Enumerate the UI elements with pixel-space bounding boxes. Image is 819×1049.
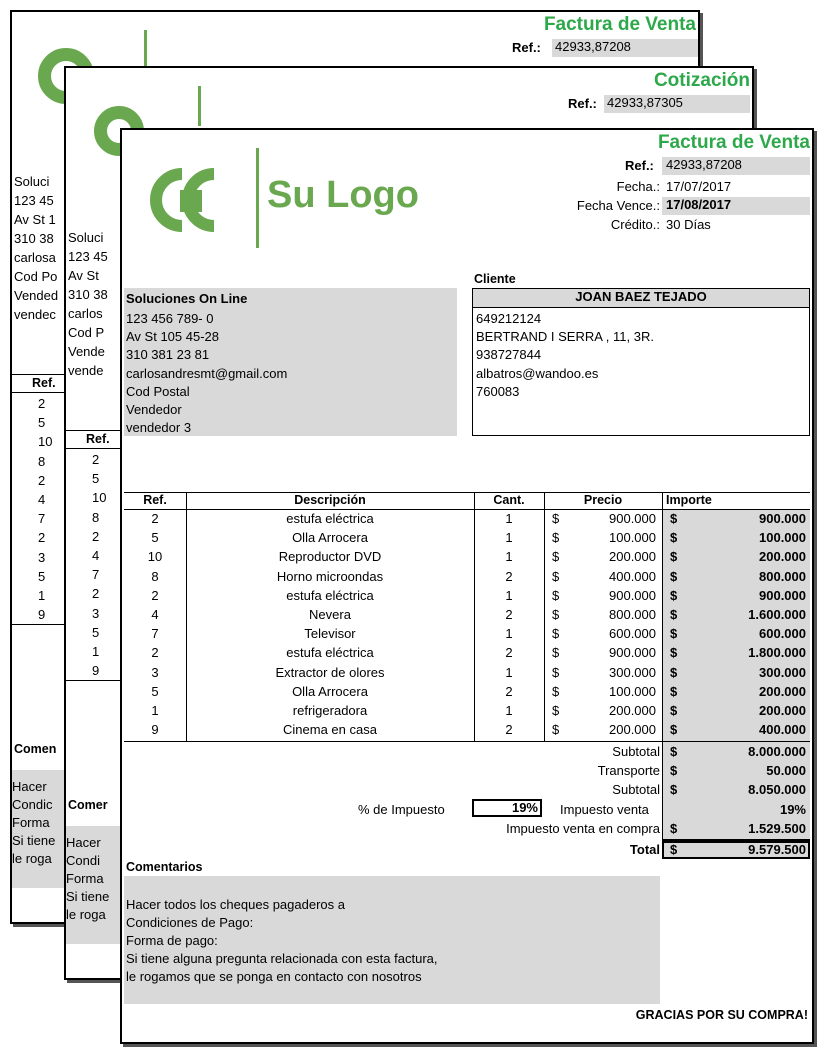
- back2-comment-line: le roga: [66, 907, 106, 922]
- row-amount-currency: $: [670, 568, 678, 584]
- row-desc: estufa eléctrica: [286, 645, 374, 661]
- back1-company-line: Soluci: [14, 174, 50, 189]
- back1-comments-label: Comen: [14, 742, 57, 756]
- back1-ref-cell: 10: [38, 434, 53, 450]
- back1-company-line: Av St 1: [14, 212, 56, 227]
- row-qty: 1: [505, 664, 513, 680]
- subtotal1-currency: $: [670, 744, 678, 759]
- row-price-currency: $: [552, 530, 560, 546]
- back2-title: Cotización: [653, 70, 750, 91]
- back2-company-line: Vende: [68, 344, 105, 359]
- vence-label: Fecha Vence.:: [576, 198, 660, 213]
- row-amount: 1.600.000: [748, 607, 806, 622]
- row-qty: 2: [505, 568, 513, 584]
- back1-ref-cell: 5: [38, 415, 46, 431]
- row-amount: 300.000: [759, 664, 806, 680]
- company-line: carlosandresmt@gmail.com: [126, 365, 288, 381]
- client-block: [472, 288, 810, 436]
- back2-ref-value: 42933,87305: [604, 95, 750, 113]
- back2-ref-cell: 9: [92, 663, 100, 679]
- row-price-currency: $: [552, 722, 560, 738]
- table-row: [124, 511, 810, 530]
- row-price: 200.000: [609, 722, 656, 738]
- back2-company-line-list: [68, 228, 108, 380]
- row-ref: 3: [151, 664, 159, 680]
- company-line: 310 381 23 81: [126, 347, 210, 363]
- header-qty: Cant.: [493, 493, 525, 507]
- subtotal2-value: 8.050.000: [748, 782, 806, 797]
- table-row: [124, 703, 810, 722]
- row-amount: 100.000: [759, 530, 806, 546]
- back2-ref-cell: 1: [92, 644, 100, 660]
- client-line: 760083: [476, 383, 520, 399]
- comment-line-list: [126, 896, 438, 986]
- row-amount-currency: $: [670, 703, 678, 718]
- row-price-currency: $: [552, 645, 560, 661]
- logo-text: Su Logo: [267, 174, 419, 216]
- row-ref: 8: [151, 568, 159, 584]
- client-name: JOAN BAEZ TEJADO: [473, 289, 809, 308]
- row-desc: Extractor de olores: [275, 664, 385, 680]
- row-qty: 2: [505, 645, 513, 661]
- row-desc: Horno microondas: [276, 568, 384, 584]
- back1-company-line: Vended: [14, 288, 59, 303]
- back1-ref-cell: 3: [38, 549, 46, 565]
- back2-company-line: 310 38: [68, 287, 108, 302]
- credito-value: 30 Días: [666, 217, 711, 232]
- row-ref: 5: [151, 530, 159, 546]
- transporte-currency: $: [670, 763, 678, 778]
- comment-line: Hacer todos los cheques pagaderos a: [126, 897, 345, 912]
- row-desc: estufa eléctrica: [286, 511, 374, 526]
- back2-comment-line-list: [66, 826, 122, 944]
- back1-comment-line: Si tiene: [12, 833, 56, 848]
- row-price: 100.000: [609, 683, 656, 699]
- row-amount: 800.000: [759, 568, 806, 584]
- row-amount: 900.000: [759, 587, 806, 603]
- client-label: Cliente: [474, 272, 516, 286]
- comment-line: Forma de pago:: [126, 933, 218, 948]
- row-qty: 1: [505, 703, 513, 718]
- row-price-currency: $: [552, 549, 560, 565]
- row-desc: Reproductor DVD: [278, 549, 382, 565]
- total-value: 9.579.500: [748, 842, 806, 857]
- thanks-message: GRACIAS POR SU COMPRA!: [635, 1008, 808, 1022]
- table-row: [124, 665, 810, 684]
- row-desc: estufa eléctrica: [286, 587, 374, 603]
- back2-ref-header: Ref.: [86, 432, 110, 446]
- back1-ref-cell: 5: [38, 568, 46, 584]
- fecha-value: 17/07/2017: [666, 179, 732, 194]
- row-ref: 7: [151, 626, 159, 642]
- row-price: 900.000: [609, 645, 656, 661]
- back1-comment-line: Hacer: [12, 779, 47, 794]
- back2-comment-line: Si tiene: [66, 889, 110, 904]
- back2-ref-cell: 2: [92, 528, 100, 544]
- row-amount: 400.000: [759, 722, 806, 738]
- table-row: [124, 645, 810, 664]
- header-amount: Importe: [666, 493, 712, 507]
- row-amount-currency: $: [670, 626, 678, 642]
- company-line: Av St 105 45-28: [126, 329, 219, 345]
- back1-company-line: 123 45: [14, 193, 54, 208]
- tax-value: 19%: [779, 802, 806, 817]
- back1-ref-cell: 7: [38, 511, 46, 527]
- row-price: 100.000: [609, 530, 656, 546]
- back1-company-line-list: [14, 172, 58, 324]
- row-price: 200.000: [609, 703, 656, 718]
- row-amount-currency: $: [670, 511, 678, 526]
- table-row: [124, 626, 810, 645]
- back2-ref-cell: 4: [92, 548, 100, 564]
- header-price: Precio: [583, 493, 623, 507]
- front-sheet-invoice: [120, 128, 814, 1044]
- row-qty: 2: [505, 683, 513, 699]
- back1-ref-cell: 4: [38, 492, 46, 508]
- back1-company-line: carlosa: [14, 250, 56, 265]
- row-price: 600.000: [609, 626, 656, 642]
- transporte-label: Transporte: [597, 763, 660, 778]
- company-block: [124, 288, 457, 436]
- back1-ref-cell: 8: [38, 453, 46, 469]
- row-amount-currency: $: [670, 607, 678, 622]
- subtotal2-currency: $: [670, 782, 678, 797]
- row-qty: 1: [505, 511, 513, 526]
- back1-company-line: 310 38: [14, 231, 54, 246]
- client-line: BERTRAND I SERRA , 11, 3R.: [476, 329, 654, 345]
- row-amount: 600.000: [759, 626, 806, 642]
- row-ref: 5: [151, 683, 159, 699]
- row-ref: 4: [151, 607, 159, 622]
- row-qty: 1: [505, 626, 513, 642]
- tax-compra-label: Impuesto venta en compra: [506, 821, 660, 836]
- client-line: albatros@wandoo.es: [476, 365, 599, 381]
- total-label: Total: [629, 842, 660, 857]
- comment-line: Si tiene alguna pregunta relacionada con esta factura,: [126, 951, 438, 966]
- subtotal1-label: Subtotal: [612, 744, 660, 759]
- row-desc: Televisor: [304, 626, 356, 642]
- comments-label: Comentarios: [126, 860, 203, 874]
- row-qty: 2: [505, 607, 513, 622]
- row-amount-currency: $: [670, 587, 678, 603]
- transporte-value: 50.000: [766, 763, 806, 778]
- header-desc: Descripción: [294, 493, 366, 507]
- client-line-list: [476, 310, 654, 401]
- row-amount-currency: $: [670, 683, 678, 699]
- row-desc: Nevera: [309, 607, 351, 622]
- back1-ref-cell: 9: [38, 607, 46, 623]
- row-desc: refrigeradora: [292, 703, 368, 718]
- company-line: vendedor 3: [126, 420, 192, 436]
- company-line: Cod Postal: [126, 383, 190, 399]
- row-qty: 1: [505, 587, 513, 603]
- back1-ref-cell: 2: [38, 472, 46, 488]
- table-row: [124, 588, 810, 607]
- company-line: Vendedor: [126, 402, 182, 418]
- client-line: 649212124: [476, 311, 542, 326]
- back2-ref-cell: 5: [92, 624, 100, 640]
- back2-comment-line: Condi: [66, 853, 100, 868]
- company-logo-icon: [150, 168, 240, 232]
- back1-ref-header: Ref.: [32, 376, 56, 390]
- subtotal1-value: 8.000.000: [748, 744, 806, 759]
- vence-value: 17/08/2017: [662, 197, 810, 215]
- items-table: [124, 492, 810, 742]
- back2-company-line: Soluci: [68, 230, 104, 245]
- tax-pct-label: % de Impuesto: [358, 802, 445, 817]
- row-ref: 1: [151, 703, 159, 718]
- back2-company-line: Av St: [68, 268, 99, 283]
- back1-comment-line: Condic: [12, 797, 53, 812]
- row-desc: Olla Arrocera: [292, 683, 368, 699]
- comments-block: [124, 876, 660, 1004]
- back1-ref-value: 42933,87208: [552, 39, 698, 57]
- row-qty: 1: [505, 530, 513, 546]
- row-ref: 10: [147, 549, 163, 565]
- back2-ref-cell-list: [92, 450, 106, 680]
- row-qty: 2: [505, 722, 513, 738]
- row-amount-currency: $: [670, 722, 678, 738]
- back2-ref-cell: 2: [92, 586, 100, 602]
- back1-ref-cell: 2: [38, 530, 46, 546]
- back1-company-line: Cod Po: [14, 269, 58, 284]
- row-price: 200.000: [609, 549, 656, 565]
- row-amount-currency: $: [670, 664, 678, 680]
- table-row: [124, 549, 810, 568]
- totals-block: [124, 742, 810, 862]
- row-amount-currency: $: [670, 530, 678, 546]
- back1-comment-line: le roga: [12, 851, 52, 866]
- tax-pct-input[interactable]: 19%: [472, 799, 542, 817]
- ref-value: 42933,87208: [662, 157, 810, 175]
- comment-line: le rogamos que se ponga en contacto con nosotros: [126, 969, 422, 984]
- comment-line: Condiciones de Pago:: [126, 915, 254, 930]
- tax-compra-value: 1.529.500: [748, 821, 806, 836]
- back1-company-line: vendec: [14, 307, 56, 322]
- back1-ref-cell: 1: [38, 588, 46, 604]
- row-desc: Olla Arrocera: [292, 530, 368, 546]
- row-amount-currency: $: [670, 549, 678, 565]
- invoice-title: Factura de Venta: [657, 132, 810, 153]
- back2-company-line: 123 45: [68, 249, 108, 264]
- back2-company-line: Cod P: [68, 325, 105, 340]
- subtotal2-label: Subtotal: [612, 782, 660, 797]
- row-price: 800.000: [609, 607, 656, 622]
- row-price: 900.000: [609, 511, 656, 526]
- company-name: Soluciones On Line: [126, 291, 248, 306]
- table-row: [124, 684, 810, 703]
- credito-label: Crédito.:: [610, 217, 660, 232]
- back1-ref-label: Ref.:: [512, 40, 541, 55]
- back2-comment-line: Hacer: [66, 835, 101, 850]
- ref-label: Ref.:: [625, 158, 654, 173]
- row-amount-currency: $: [670, 645, 678, 661]
- row-amount: 200.000: [759, 703, 806, 718]
- row-amount: 200.000: [759, 549, 806, 565]
- row-ref: 2: [151, 645, 159, 661]
- back2-comment-line: Forma: [66, 871, 104, 886]
- back2-ref-cell: 5: [92, 471, 100, 487]
- row-price-currency: $: [552, 587, 560, 603]
- row-ref: 2: [151, 587, 159, 603]
- row-amount: 200.000: [759, 683, 806, 699]
- row-price-currency: $: [552, 607, 560, 622]
- back1-ref-cell: 2: [38, 396, 46, 411]
- table-row: [124, 722, 810, 741]
- back2-ref-cell: 7: [92, 567, 100, 583]
- back2-ref-label: Ref.:: [568, 96, 597, 111]
- row-amount: 1.800.000: [748, 645, 806, 661]
- back2-ref-cell: 8: [92, 509, 100, 525]
- row-price-currency: $: [552, 703, 560, 718]
- row-price-currency: $: [552, 683, 560, 699]
- row-ref: 9: [151, 722, 159, 738]
- back1-ref-cell-list: [38, 394, 52, 624]
- row-price: 900.000: [609, 587, 656, 603]
- fecha-label: Fecha.:: [616, 179, 660, 194]
- table-row: [124, 569, 810, 588]
- back1-title: Factura de Venta: [543, 14, 696, 35]
- client-line: 938727844: [476, 347, 542, 363]
- header-ref: Ref.: [143, 493, 167, 507]
- company-line: 123 456 789- 0: [126, 311, 214, 326]
- row-price: 400.000: [609, 568, 656, 584]
- back1-comment-line: Forma: [12, 815, 50, 830]
- back2-comments-label: Comer: [68, 798, 108, 812]
- total-currency: $: [670, 842, 678, 857]
- table-row: [124, 530, 810, 549]
- row-price-currency: $: [552, 511, 560, 526]
- table-row: [124, 607, 810, 626]
- row-amount: 900.000: [759, 511, 806, 526]
- row-qty: 1: [505, 549, 513, 565]
- back2-ref-cell: 10: [92, 490, 107, 506]
- back2-ref-cell: 2: [92, 452, 100, 467]
- row-price-currency: $: [552, 626, 560, 642]
- back2-company-line: carlos: [68, 306, 103, 321]
- tax-compra-currency: $: [670, 821, 678, 836]
- company-line-list: [126, 310, 287, 437]
- tax-label: Impuesto venta: [560, 802, 649, 817]
- row-price: 300.000: [609, 664, 656, 680]
- row-ref: 2: [151, 511, 159, 526]
- back2-company-line: vende: [68, 363, 104, 378]
- row-desc: Cinema en casa: [283, 722, 377, 738]
- row-price-currency: $: [552, 568, 560, 584]
- back2-ref-cell: 3: [92, 605, 100, 621]
- row-price-currency: $: [552, 664, 560, 680]
